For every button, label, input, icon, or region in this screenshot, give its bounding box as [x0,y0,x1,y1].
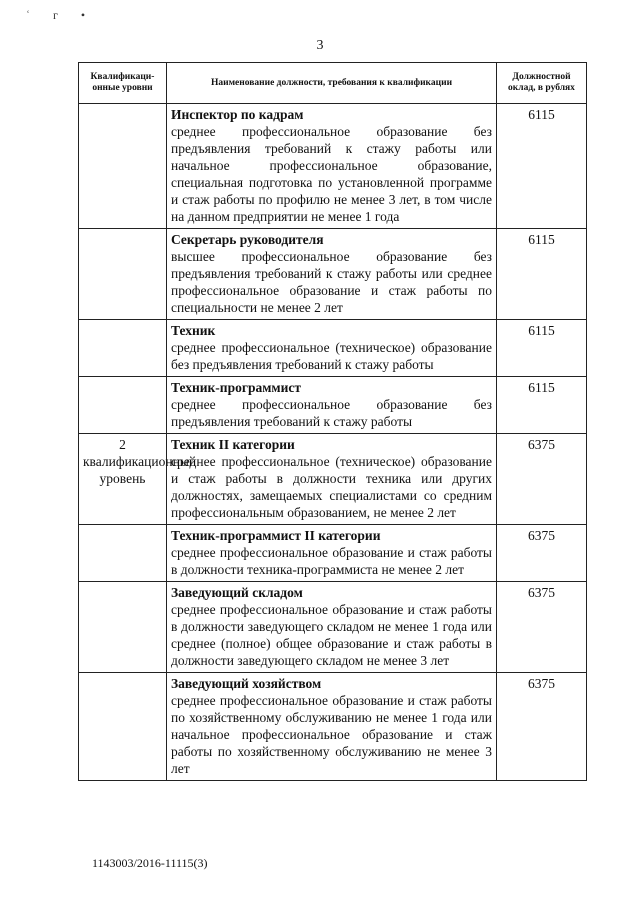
position-requirements: среднее профессиональное (техническое) образование и стаж работы в должности техника или других должностях, замещаемых специалистами со средним профессиональным образованием, не менее 2 лет [171,454,492,520]
position-cell [167,320,497,377]
table-row [79,582,587,673]
position-title: Заведующий складом [171,585,303,600]
position-cell [167,104,497,229]
position-cell [167,229,497,320]
table-row [79,525,587,582]
table-row [79,104,587,229]
position-requirements: среднее профессиональное образование и стаж работы по хозяйственному обслуживанию не менее 1 года или начальное профессиональное образование и стаж работы по хозяйственному обслуживанию не менее 3 лет [171,693,492,776]
position-requirements: среднее профессиональное образование и стаж работы в должности техника-программиста не менее 2 лет [171,545,492,577]
header-levels: Квалификаци-онные уровни [79,63,167,104]
header-position: Наименование должности, требования к квалификации [167,63,497,104]
salary-cell: 6375 [497,582,587,673]
salary-cell: 6115 [497,320,587,377]
position-cell [167,673,497,781]
table-header-row [79,63,587,104]
level-cell [79,377,167,434]
position-title: Техник-программист [171,380,302,395]
position-title: Техник [171,323,216,338]
salary-cell: 6375 [497,434,587,525]
page-number: 3 [316,38,324,53]
table-row [79,320,587,377]
level-cell [79,673,167,781]
level-cell [79,525,167,582]
salary-cell: 6115 [497,377,587,434]
table-row [79,673,587,781]
salary-cell: 6375 [497,525,587,582]
position-requirements: среднее профессиональное образование без предъявления требований к стажу работы [171,397,492,429]
position-title: Заведующий хозяйством [171,676,322,691]
position-title: Инспектор по кадрам [171,107,304,122]
level-cell [79,229,167,320]
salary-cell: 6375 [497,673,587,781]
level-cell [79,104,167,229]
position-title: Секретарь руководителя [171,232,324,247]
document-footer-code: 1143003/2016-11115(3) [92,856,208,870]
table-row [79,377,587,434]
level-cell [79,582,167,673]
position-requirements: среднее профессиональное образование и стаж работы в должности заведующего складом не менее 1 года или среднее (полное) общее образование и стаж работы в должности заведующего складом не менее 3 лет [171,602,492,668]
position-requirements: среднее профессиональное образование без предъявления требований к стажу работы или начальное профессиональное образование, специальная подготовка по установленной программе и стаж работы по профилю не менее 3 лет, в том числе на данном предприятии не менее 1 года [171,124,492,224]
position-cell [167,377,497,434]
position-requirements: среднее профессиональное (техническое) образование без предъявления требований к стажу работы [171,340,492,372]
position-cell [167,434,497,525]
position-cell [167,582,497,673]
level-cell [79,320,167,377]
salary-cell: 6115 [497,229,587,320]
header-salary: Должностной оклад, в рублях [497,63,587,104]
scan-marks: ʿ г • [26,8,96,22]
position-cell [167,525,497,582]
position-title: Техник-программист II категории [171,528,381,543]
level-cell: 2 квалификационный уровень [79,434,167,525]
salary-cell: 6115 [497,104,587,229]
table-row [79,434,587,525]
position-title: Техник II категории [171,437,295,452]
qualification-table [78,62,587,781]
table-row [79,229,587,320]
position-requirements: высшее профессиональное образование без предъявления требований к стажу работы или среднее профессиональное образование и стаж работы по специальности не менее 2 лет [171,249,492,315]
